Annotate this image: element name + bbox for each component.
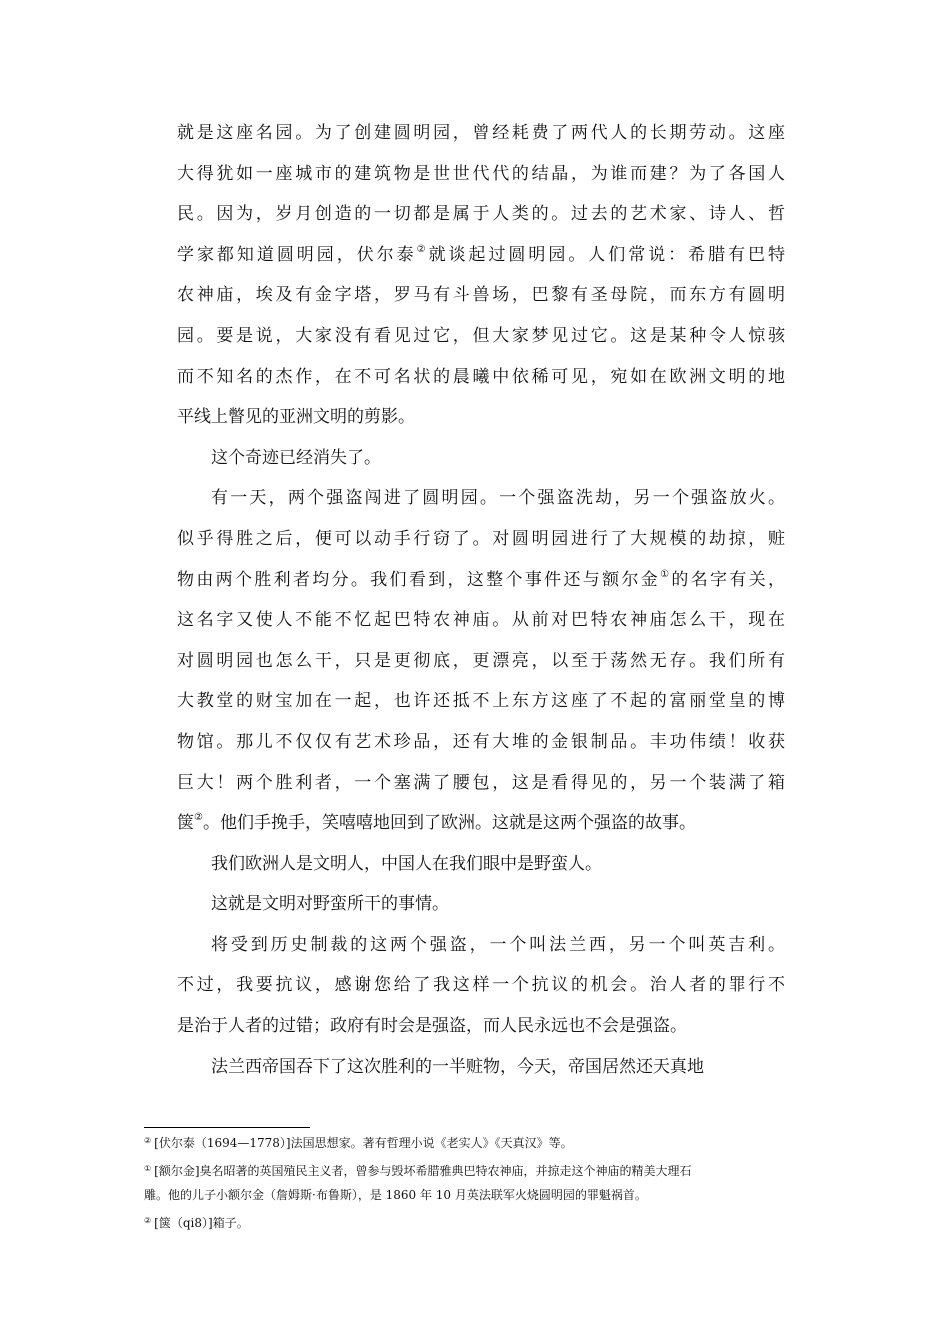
footnote (144, 1159, 794, 1207)
text-line: 平线上瞥见的亚洲文明的剪影。 (177, 407, 415, 428)
text-line: 将受到历史制裁的这两个强盗，一个叫法兰西，另一个叫英吉利。 (211, 934, 785, 955)
text-line: 这个奇迹已经消失了。 (211, 447, 381, 468)
text-line: 似乎得胜之后，便可以动手行窃了。对圆明园进行了大规模的劫掠，赃 (177, 528, 785, 549)
text-line: 对圆明园也怎么干，只是更彻底，更漂亮，以至于荡然无存。我们所有 (177, 650, 785, 671)
text-line: 是治于人者的过错；政府有时会是强盗，而人民永远也不会是强盗。 (177, 1016, 687, 1037)
text-line: 巨大！两个胜利者，一个塞满了腰包，这是看得见的，另一个装满了箱 (177, 772, 785, 793)
text-segment: 的名字有关， (671, 569, 786, 590)
text-line: 这就是文明对野蛮所干的事情。 (211, 894, 449, 915)
text-line (177, 235, 785, 276)
text-line: 就是这座名园。为了创建圆明园，曾经耗费了两代人的长期劳动。这座 (177, 123, 785, 143)
text-line (177, 803, 785, 844)
body-text (177, 113, 785, 1087)
text-line (177, 560, 785, 601)
footnote (144, 1211, 794, 1235)
text-segment: 学家都知道圆明园，伏尔泰 (177, 244, 417, 265)
footnote-marker: ② (416, 243, 429, 255)
text-line: 而不知名的杰作，在不可名状的晨曦中依稀可见，宛如在欧洲文明的地 (177, 366, 785, 387)
footnotes (144, 1131, 794, 1239)
footnote-text: 雕。他的儿子小额尔金（詹姆斯·布鲁斯），是 1860 年 10 月英法联军火烧圆明园的罪魁祸首。 (144, 1188, 647, 1202)
footnote-text: [额尔金]臭名昭著的英国殖民主义者，曾参与毁坏希腊雅典巴特农神庙，并掠走这个神庙的精美大理石 (154, 1164, 692, 1178)
footnote-marker: ② (144, 1136, 152, 1145)
text-line: 民。因为，岁月创造的一切都是属于人类的。过去的艺术家、诗人、哲 (177, 204, 785, 225)
text-line: 大教堂的财宝加在一起，也许还抵不上东方这座了不起的富丽堂皇的博 (177, 691, 785, 712)
text-line: 这名字又使人不能不忆起巴特农神庙。从前对巴特农神庙怎么干，现在 (177, 610, 785, 631)
text-line: 有一天，两个强盗闯进了圆明园。一个强盗洗劫，另一个强盗放火。 (211, 488, 785, 509)
text-line: 物馆。那儿不仅仅有艺术珍品，还有大堆的金银制品。丰功伟绩！收获 (177, 731, 785, 752)
footnote-marker: ② (194, 812, 203, 824)
text-segment: 物由两个胜利者均分。我们看到，这整个事件还与额尔金 (177, 569, 661, 590)
text-segment: 箧 (177, 813, 194, 834)
text-line: 不过，我要抗议，感谢您给了我这样一个抗议的机会。治人者的罪行不 (177, 975, 785, 996)
footnote-marker: ① (144, 1164, 152, 1173)
footnote-text: [箧（qi8）]箱子。 (154, 1216, 249, 1230)
footnote-marker: ② (144, 1216, 152, 1225)
text-line: 我们欧洲人是文明人，中国人在我们眼中是野蛮人。 (211, 853, 602, 874)
text-line: 农神庙，埃及有金字塔，罗马有斗兽场，巴黎有圣母院，而东方有圆明 (177, 285, 785, 306)
text-line: 大得犹如一座城市的建筑物是世世代代的结晶，为谁而建？为了各国人 (177, 163, 785, 184)
footnote-text: [伏尔泰（1694—1778）]法国思想家。著有哲理小说《老实人》《天真汉》等。 (154, 1136, 573, 1150)
text-line: 法兰西帝国吞下了这次胜利的一半赃物，今天，帝国居然还天真地 (211, 1056, 704, 1077)
text-line: 园。要是说，大家没有看见过它，但大家梦见过它。这是某种令人惊骇 (177, 325, 785, 346)
text-segment: 就谈起过圆明园。人们常说：希腊有巴特 (428, 244, 786, 265)
text-segment: 。他们手挽手，笑嘻嘻地回到了欧洲。这就是这两个强盗的故事。 (202, 813, 696, 834)
footnote-marker: ① (660, 568, 672, 580)
footnote-rule (144, 1127, 310, 1128)
footnote (144, 1131, 794, 1155)
